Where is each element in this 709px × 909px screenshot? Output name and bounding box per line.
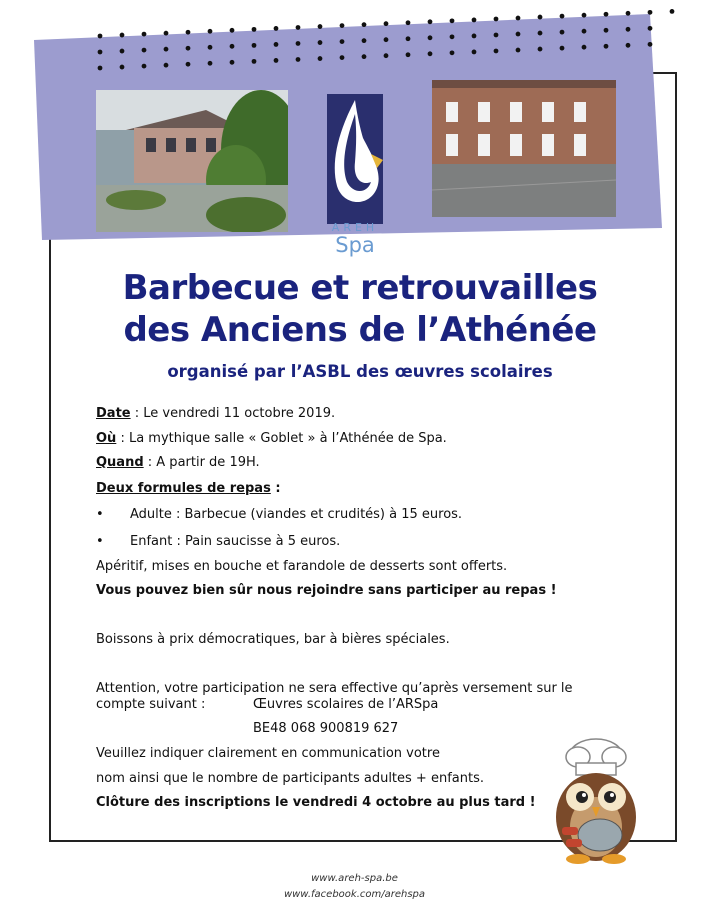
bullet-child: Enfant : Pain saucisse à 5 euros.: [130, 534, 341, 549]
formulas-label: Deux formules de repas: [96, 481, 271, 496]
school-building-photo: [432, 80, 616, 217]
title-line-1: Barbecue et retrouvailles: [122, 268, 598, 308]
when-label: Quand: [96, 455, 144, 470]
school-courtyard-photo: [96, 90, 288, 232]
aperitif-line: Apéritif, mises en bouche et farandole de desserts sont offerts.: [96, 559, 508, 574]
when-value: : A partir de 19H.: [143, 455, 260, 470]
title-line-2: des Anciens de l’Athénée: [123, 310, 597, 350]
account-name: Œuvres scolaires de l’ARSpa: [253, 697, 439, 712]
areh-spa-logo: [327, 94, 383, 224]
communication-line-2: nom ainsi que le nombre de participants adultes + enfants.: [96, 771, 484, 786]
where-line: [96, 431, 447, 447]
bullet-icon: •: [96, 507, 104, 522]
formulas-line: [96, 481, 281, 497]
when-line: [96, 455, 260, 471]
date-value: : Le vendredi 11 octobre 2019.: [130, 406, 336, 421]
owl-chef-icon: [548, 735, 644, 865]
join-note: Vous pouvez bien sûr nous rejoindre sans participer au repas !: [96, 583, 557, 598]
where-label: Où: [96, 431, 117, 446]
communication-line-1: Veuillez indiquer clairement en communication votre: [96, 746, 440, 761]
date-label: Date: [96, 406, 131, 421]
logo-areh-text: AREH: [331, 221, 379, 234]
website-link[interactable]: www.areh-spa.be: [311, 873, 398, 884]
iban: BE48 068 900819 627: [253, 721, 399, 736]
logo-spa-text: Spa: [335, 233, 375, 257]
payment-line-1: Attention, votre participation ne sera effective qu’après versement sur le: [96, 681, 573, 696]
logo-wordmark: [317, 222, 393, 256]
payment-line-2: compte suivant :: [96, 697, 206, 712]
formulas-suffix: :: [270, 481, 281, 496]
facebook-link[interactable]: www.facebook.com/arehspa: [283, 889, 426, 900]
closing-note: Clôture des inscriptions le vendredi 4 octobre au plus tard !: [96, 795, 536, 810]
subtitle: organisé par l’ASBL des œuvres scolaires: [167, 362, 553, 381]
bullet-icon: •: [96, 534, 104, 549]
bullet-adult: Adulte : Barbecue (viandes et crudités) à 15 euros.: [130, 507, 463, 522]
drinks-line: Boissons à prix démocratiques, bar à bières spéciales.: [96, 632, 450, 647]
date-line: [96, 406, 335, 422]
where-value: : La mythique salle « Goblet » à l’Athénée de Spa.: [116, 431, 447, 446]
